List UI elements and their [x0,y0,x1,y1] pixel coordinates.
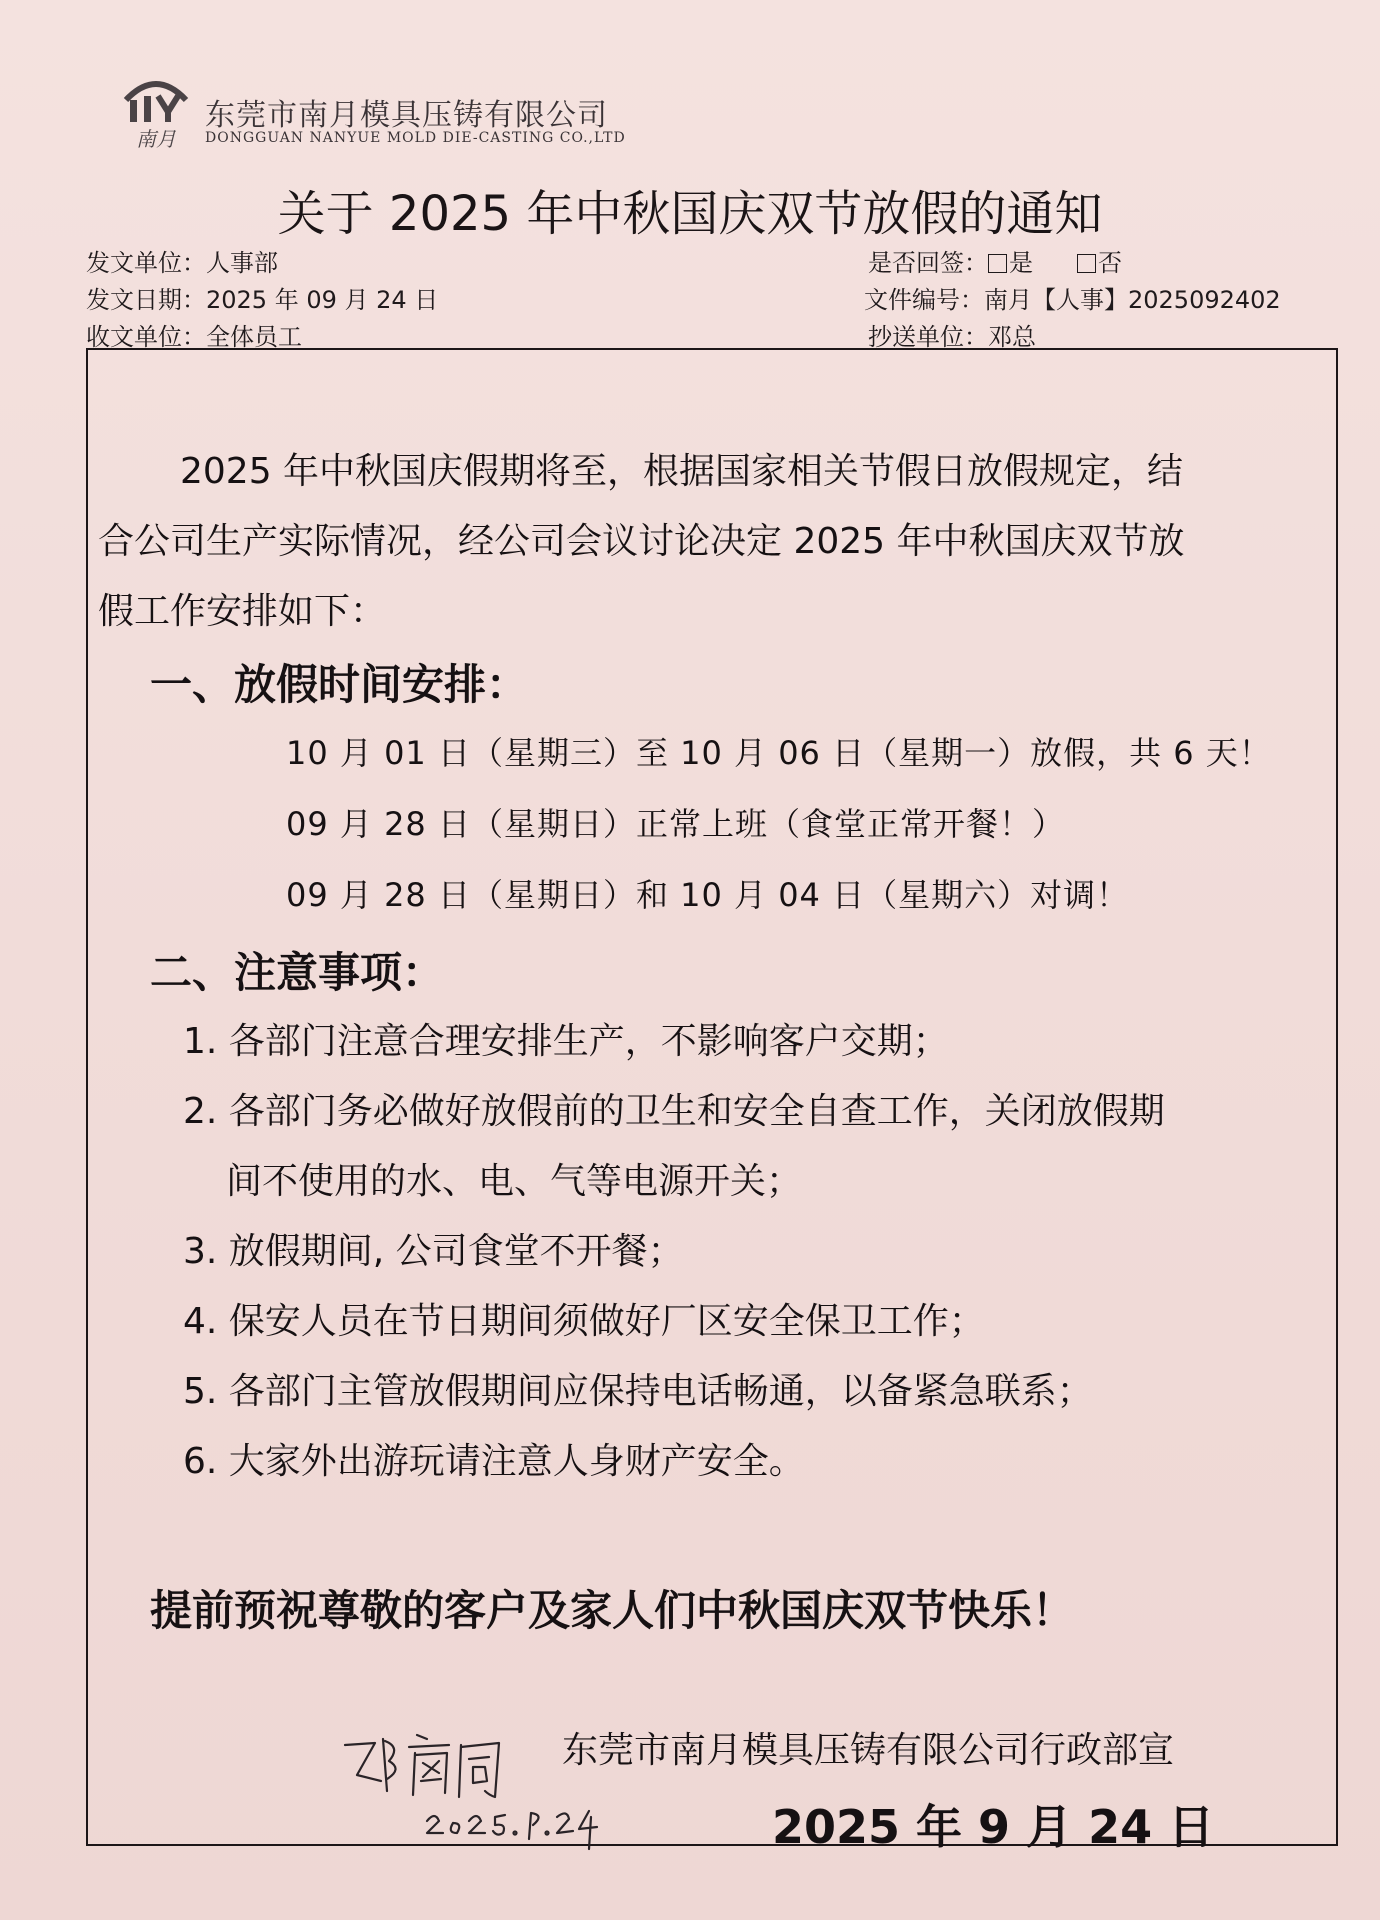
schedule-line-1: 10 月 01 日（星期三）至 10 月 06 日（星期一）放假，共 6 天！ [286,734,1272,772]
schedule-line-2: 09 月 28 日（星期日）正常上班（食堂正常开餐！） [286,805,1065,843]
section1-heading: 一、放假时间安排： [150,660,529,709]
note-item-1: 1. 各部门注意合理安排生产，不影响客户交期； [183,1021,949,1062]
meta-date-label: 发文日期： [86,286,206,314]
notice-title: 关于 2025 年中秋国庆双节放假的通知 [277,186,1103,242]
meta-recipient-label: 收文单位： [86,323,206,351]
holiday-greeting: 提前预祝尊敬的客户及家人们中秋国庆双节快乐！ [150,1586,1075,1635]
company-logo-icon [118,70,194,150]
section2-heading: 二、注意事项： [150,948,445,997]
note-item-4: 4. 保安人员在节日期间须做好厂区安全保卫工作； [183,1301,985,1342]
meta-doc-no-value: 南月【人事】2025092402 [984,286,1281,314]
intro-line-2: 合公司生产实际情况，经公司会议讨论决定 2025 年中秋国庆双节放 [98,521,1185,562]
intro-line-3: 假工作安排如下： [98,591,387,632]
intro-line-1: 2025 年中秋国庆假期将至，根据国家相关节假日放假规定，结 [180,451,1184,492]
company-name-en: DONGGUAN NANYUE MOLD DIE-CASTING CO.,LTD [205,130,626,146]
meta-recipient [86,317,302,352]
note-item-3: 3. 放假期间, 公司食堂不开餐； [183,1231,684,1272]
meta-doc-no-label: 文件编号： [864,286,984,314]
note-item-5: 5. 各部门主管放假期间应保持电话畅通，以备紧急联系； [183,1371,1093,1412]
svg-text:南月: 南月 [136,127,176,150]
meta-date-value: 2025 年 09 月 24 日 [206,286,439,314]
schedule-line-3: 09 月 28 日（星期日）和 10 月 04 日（星期六）对调！ [286,876,1130,914]
meta-date [86,280,438,315]
company-name-cn: 东莞市南月模具压铸有限公司 [205,98,608,133]
meta-cc-value: 邓总 [988,323,1036,351]
sign-yes-checkbox[interactable] [988,254,1007,273]
handwritten-signature [335,1725,625,1855]
note-item-6: 6. 大家外出游玩请注意人身财产安全。 [183,1441,805,1482]
sign-no-label: 否 [1098,249,1122,277]
meta-doc-no [864,280,1281,315]
meta-cc [868,317,1036,352]
meta-issuer [86,243,278,278]
meta-sign-label: 是否回签： [868,249,988,277]
meta-issuer-label: 发文单位： [86,249,206,277]
sign-no-checkbox[interactable] [1077,254,1096,273]
footer-date: 2025 年 9 月 24 日 [772,1800,1215,1854]
sign-yes-label: 是 [1009,249,1033,277]
note-item-2: 2. 各部门务必做好放假前的卫生和安全自查工作，关闭放假期 [183,1091,1165,1132]
note-item-2-cont: 间不使用的水、电、气等电源开关； [226,1161,803,1202]
meta-cc-label: 抄送单位： [868,323,988,351]
footer-organization: 东莞市南月模具压铸有限公司行政部宣 [562,1730,1175,1771]
meta-issuer-value: 人事部 [206,249,278,277]
meta-sign-back [868,243,1122,278]
meta-recipient-value: 全体员工 [206,323,302,351]
